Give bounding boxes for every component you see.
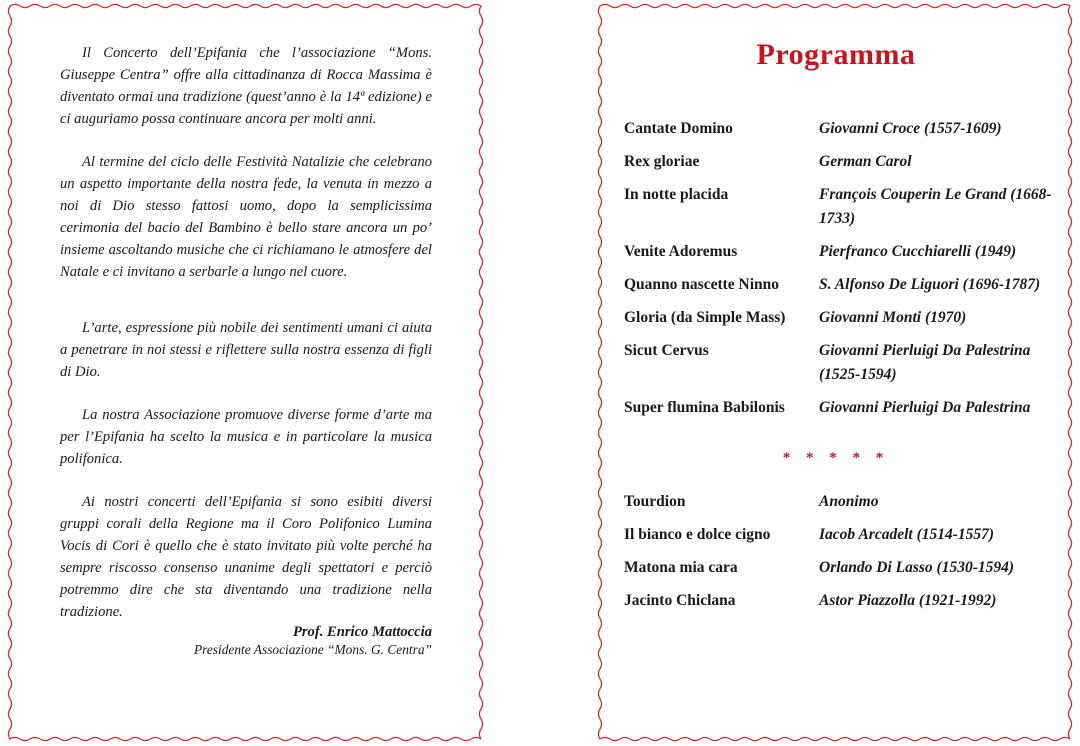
programme-row (624, 273, 1064, 297)
piece-title: Tourdion (624, 493, 686, 510)
programme-row (624, 117, 1064, 141)
programme-row (624, 396, 1064, 420)
letter-paragraph: L’arte, espressione più nobile dei sentimenti umani ci aiuta a penetrare in noi stessi e riflettere sulla nostra essenza di figli di Dio. (60, 320, 432, 380)
piece-title: Gloria (da Simple Mass) (624, 309, 786, 326)
piece-composer: Giovanni Pierluigi Da Palestrina (1525-1594) (819, 342, 1031, 383)
piece-composer: Giovanni Monti (1970) (819, 309, 967, 326)
piece-title: Il bianco e dolce cigno (624, 526, 771, 543)
piece-title: Matona mia cara (624, 559, 738, 576)
programme-row (624, 556, 1064, 580)
piece-composer: Pierfranco Cucchiarelli (1949) (819, 243, 1017, 260)
programme-row (624, 183, 1064, 231)
letter-paragraph: Al termine del ciclo delle Festività Natalizie che celebrano un aspetto importante della nostra fede, la venuta in mezzo a noi di Dio stesso fattosi uomo, dopo la semplicissima cerimonia del bacio del Bambino è bello stare ancora un po’ insieme ascoltando musiche che ci richiamano le atmosfere del Natale e ci invitano a serbarle a lungo nel cuore. (60, 154, 432, 280)
programme-row (624, 490, 1064, 514)
piece-title: In notte placida (624, 186, 729, 203)
signature-name: Prof. Enrico Mattoccia (292, 624, 432, 640)
letter-paragraph: La nostra Associazione promuove diverse forme d’arte ma per l’Epifania ha scelto la musica e in particolare la musica polifonica. (60, 407, 432, 467)
programme-panel (592, 0, 1080, 746)
section-separator: * * * * * (782, 450, 890, 466)
programme-row (624, 150, 1064, 174)
piece-title: Sicut Cervus (624, 342, 709, 359)
piece-composer: Iacob Arcadelt (1514-1557) (819, 526, 995, 543)
letter-paragraph: Ai nostri concerti dell’Epifania si sono esibiti diversi gruppi corali della Regione ma il Coro Polifonico Lumina Vocis di Cori è quello che è stato invitato più volte perché ha sempre riscosso consenso unanime degli spettatori e perciò potremmo dire che sta diventando una tradizione nella tradizione. (60, 494, 432, 620)
piece-composer: S. Alfonso De Liguori (1696-1787) (819, 276, 1041, 293)
piece-composer: Orlando Di Lasso (1530-1594) (819, 559, 1015, 576)
piece-composer: Anonimo (819, 493, 879, 510)
signature-role: Presidente Associazione “Mons. G. Centra” (193, 642, 432, 657)
piece-title: Super flumina Babilonis (624, 399, 785, 416)
programme-list-part1 (624, 117, 1064, 420)
piece-title: Jacinto Chiclana (624, 592, 736, 609)
letter-panel (0, 0, 490, 746)
piece-title: Rex gloriae (624, 153, 700, 170)
programme-row (624, 523, 1064, 547)
piece-composer: Astor Piazzolla (1921-1992) (819, 592, 997, 609)
piece-composer: Giovanni Croce (1557-1609) (819, 120, 1002, 137)
letter-paragraph: Il Concerto dell’Epifania che l’associazione “Mons. Giuseppe Centra” offre alla cittadinanza di Rocca Massima è diventato ormai una tradizione (quest’anno è la 14ª edizione) e ci auguriamo possa continuare ancora per molti anni. (60, 45, 432, 127)
piece-composer: German Carol (819, 153, 912, 170)
piece-title: Cantate Domino (624, 120, 733, 137)
piece-composer: Giovanni Pierluigi Da Palestrina (819, 399, 1031, 416)
signature (194, 624, 432, 658)
programme-row (624, 589, 1064, 613)
programme-title: Programma (756, 38, 916, 71)
programme-row (624, 339, 1064, 387)
piece-title: Venite Adoremus (624, 243, 738, 260)
letter-text (60, 42, 432, 623)
piece-title: Quanno nascette Ninno (624, 276, 780, 293)
programme-row (624, 240, 1064, 264)
programme-row (624, 306, 1064, 330)
programme-list-part2 (624, 490, 1064, 613)
piece-composer: François Couperin Le Grand (1668-1733) (819, 186, 1052, 227)
